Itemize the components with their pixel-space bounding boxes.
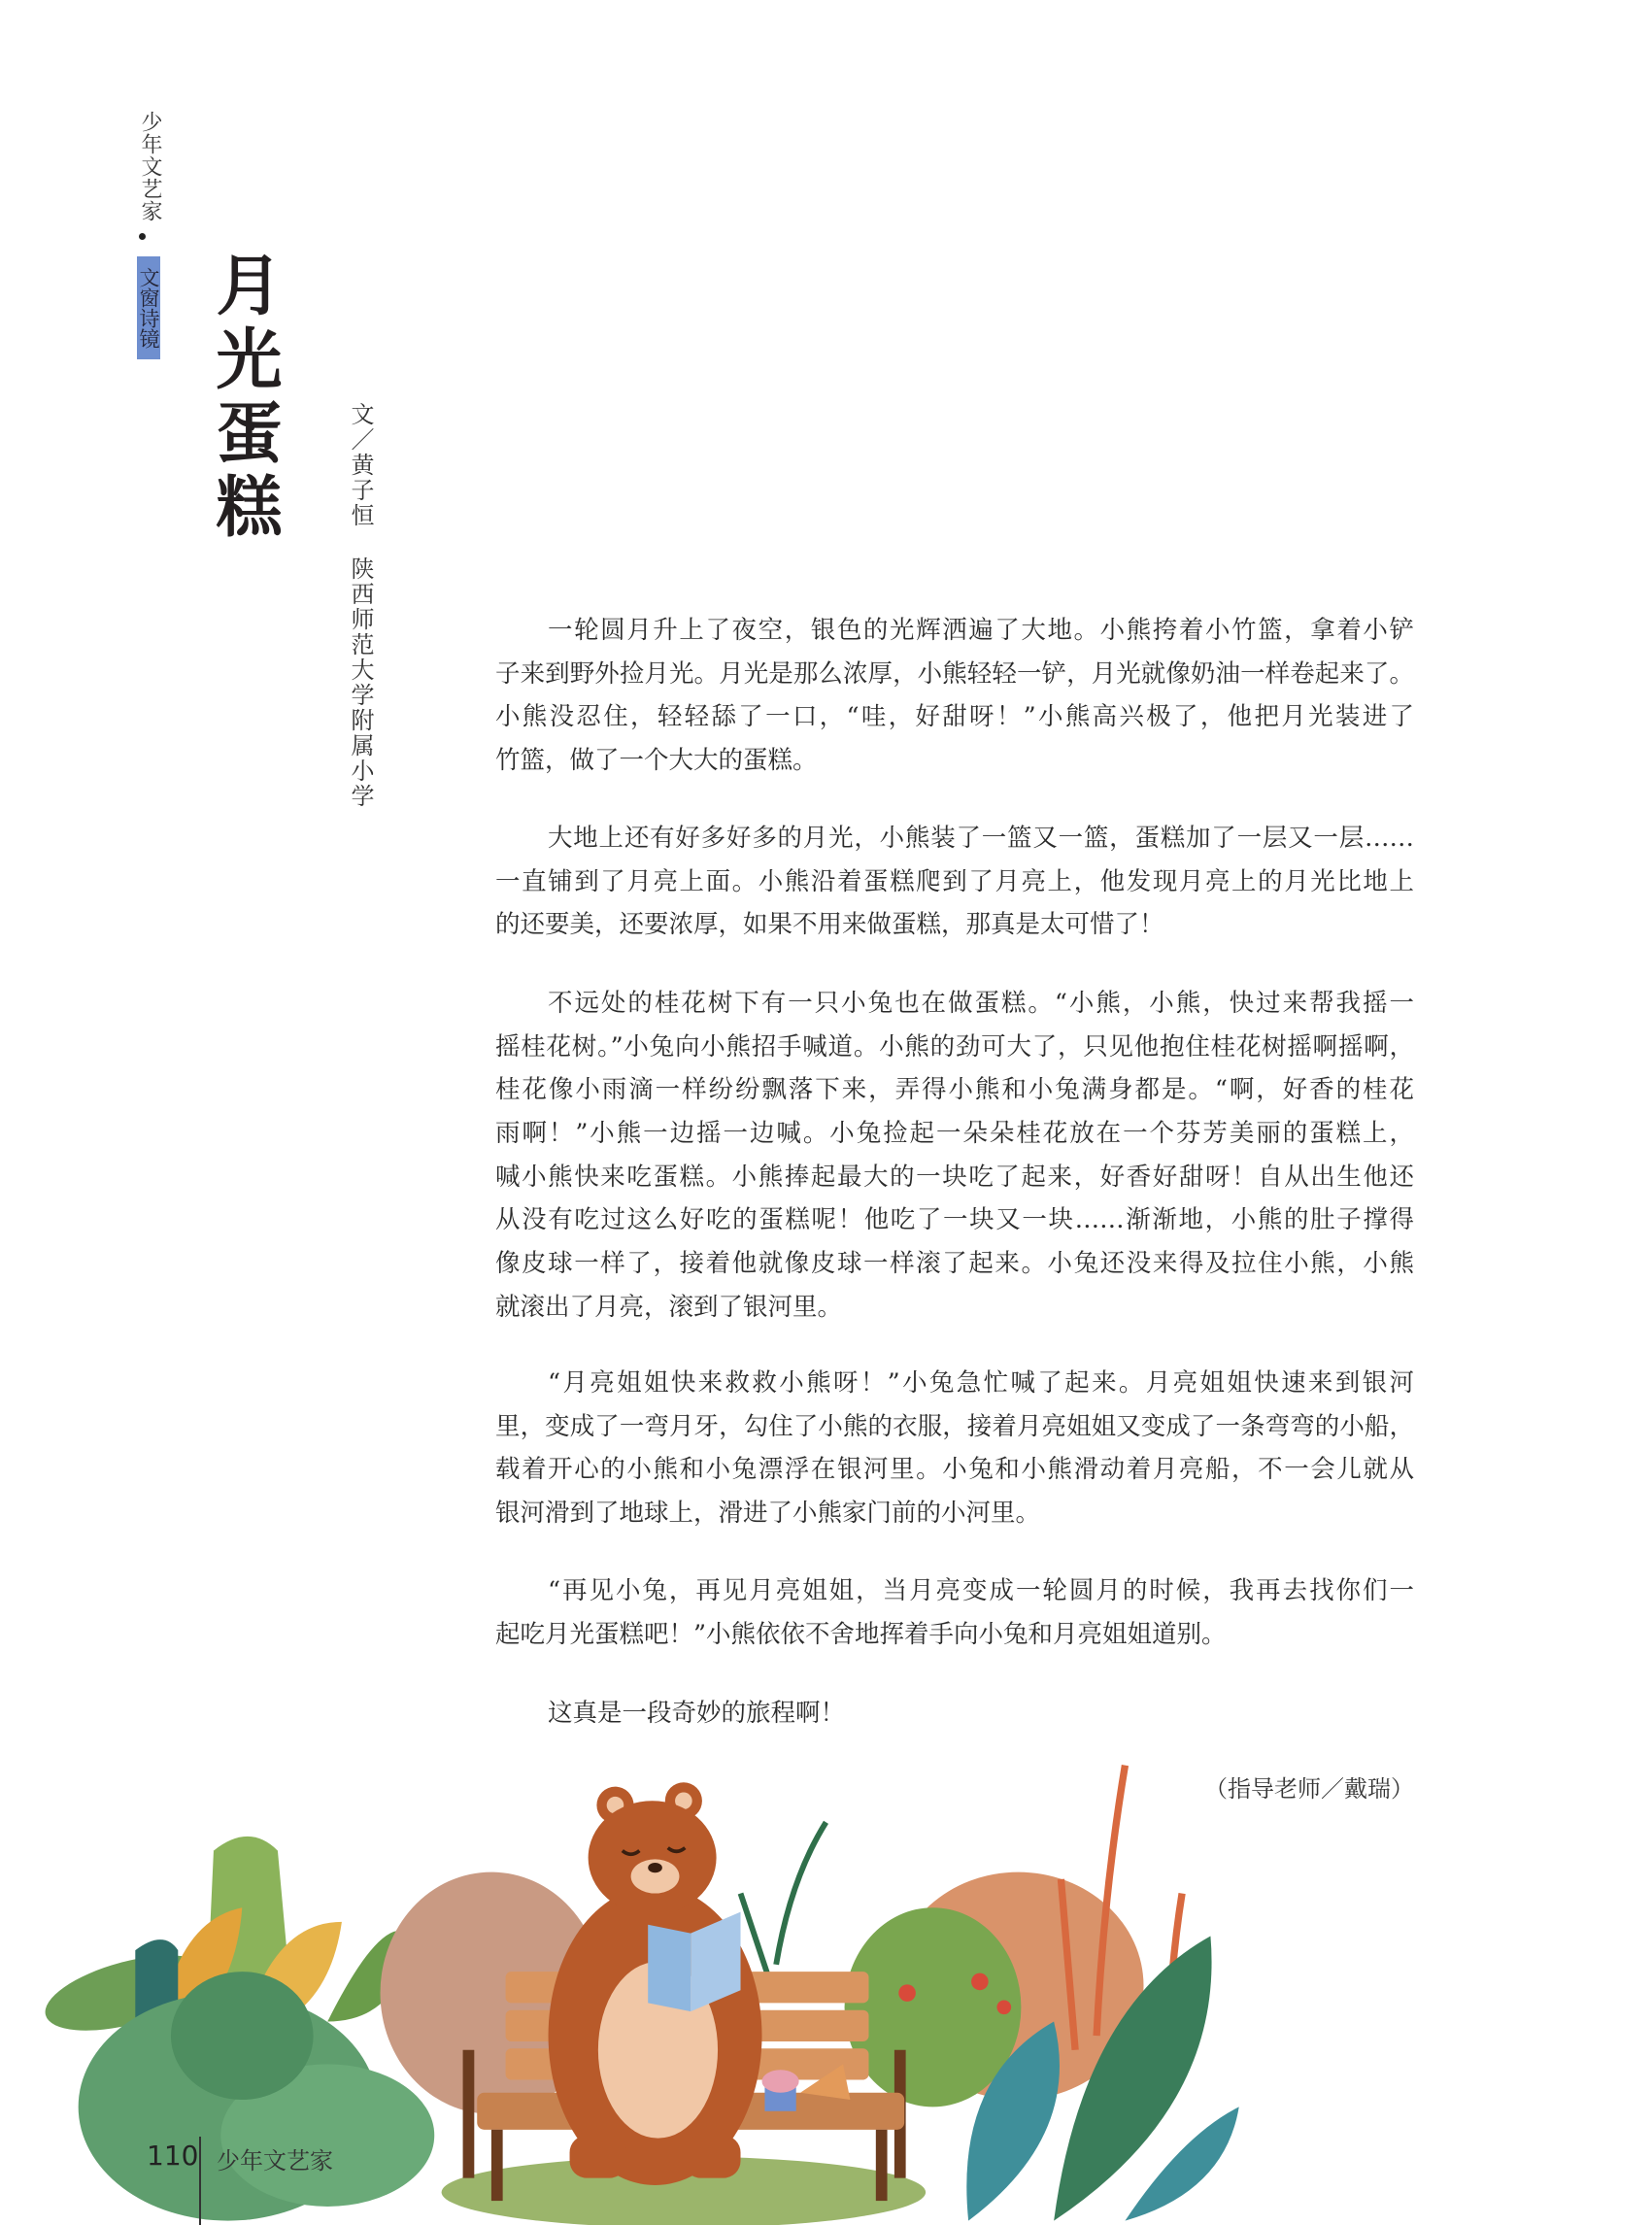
text-line: “再见小兔，再见月亮姐姐，当月亮变成一轮圆月的时候，我再去找你们一: [548, 1576, 1414, 1605]
text-line: 雨啊！”小熊一边摇一边喊。小兔捡起一朵朵桂花放在一个芬芳美丽的蛋糕上，: [495, 1119, 1414, 1149]
text-line: 不远处的桂花树下有一只小兔也在做蛋糕。“小熊，小熊，快过来帮我摇一: [548, 989, 1414, 1018]
text-line: 从没有吃过这么好吃的蛋糕呢！他吃了一块又一块……渐渐地，小熊的肚子撑得: [495, 1205, 1414, 1235]
paragraph: [495, 1362, 1414, 1535]
text-line: 小熊没忍住，轻轻舔了一口，“哇，好甜呀！”小熊高兴极了，他把月光装进了: [495, 702, 1414, 732]
paragraph: [495, 817, 1414, 947]
text-line: 一轮圆月升上了夜空，银色的光辉洒遍了大地。小熊挎着小竹篮，拿着小铲: [548, 616, 1414, 645]
footer-divider: [199, 2137, 201, 2225]
author-school: 陕西师范大学附属小学: [347, 556, 374, 809]
paragraph: [495, 1692, 1414, 1736]
text-line: 桂花像小雨滴一样纷纷飘落下来，弄得小熊和小兔满身都是。“啊，好香的桂花: [495, 1075, 1414, 1105]
text-line: 子来到野外捡月光。月光是那么浓厚，小熊轻轻一铲，月光就像奶油一样卷起来了。: [495, 658, 1414, 689]
text-line: “月亮姐姐快来救救小熊呀！”小兔急忙喊了起来。月亮姐姐快速来到银河: [548, 1368, 1414, 1398]
text-line: 竹篮，做了一个大大的蛋糕。: [495, 746, 818, 776]
separator-dot: [139, 233, 146, 240]
author-byline: 文／黄子恒: [347, 402, 374, 528]
magazine-series-label: 少年文艺家: [138, 111, 162, 222]
text-line: 的还要美，还要浓厚，如果不用来做蛋糕，那真是太可惜了！: [495, 910, 1164, 940]
text-line: 里，变成了一弯月牙，勾住了小熊的衣服，接着月亮姐姐又变成了一条弯弯的小船，: [495, 1411, 1414, 1441]
text-line: 摇桂花树。”小兔向小熊招手喊道。小熊的劲可大了，只见他抱住桂花树摇啊摇啊，: [495, 1031, 1414, 1062]
text-line: 喊小熊快来吃蛋糕。小熊捧起最大的一块吃了起来，好香好甜呀！自从出生他还: [495, 1162, 1414, 1192]
text-line: 一直铺到了月亮上面。小熊沿着蛋糕爬到了月亮上，他发现月亮上的月光比地上: [495, 866, 1414, 896]
paragraph: [495, 609, 1414, 783]
text-line: 起吃月光蛋糕吧！”小熊依依不舍地挥着手向小兔和月亮姐姐道别。: [495, 1619, 1227, 1649]
text-line: 这真是一段奇妙的旅程啊！: [548, 1699, 846, 1728]
text-line: 银河滑到了地球上，滑进了小熊家门前的小河里。: [495, 1499, 1041, 1529]
paragraph: [495, 1569, 1414, 1656]
page-number: 110: [147, 2140, 199, 2172]
green-sprouts: [741, 1822, 826, 1978]
teacher-credit: （指导老师／戴瑞）: [1204, 1775, 1414, 1803]
column-tag: 文窗诗镜: [137, 256, 160, 359]
text-line: 大地上还有好多好多的月光，小熊装了一篮又一篮，蛋糕加了一层又一层……: [548, 824, 1414, 853]
text-line: 就滚出了月亮，滚到了银河里。: [495, 1292, 843, 1322]
text-line: 像皮球一样了，接着他就像皮球一样滚了起来。小兔还没来得及拉住小熊，小熊: [495, 1249, 1414, 1279]
article-title: 月光蛋糕: [205, 251, 282, 546]
paragraph: [495, 982, 1414, 1330]
footer-magazine-name: 少年文艺家: [217, 2147, 333, 2174]
text-line: 载着开心的小熊和小兔漂浮在银河里。小兔和小熊滑动着月亮船，不一会儿就从: [495, 1455, 1414, 1485]
